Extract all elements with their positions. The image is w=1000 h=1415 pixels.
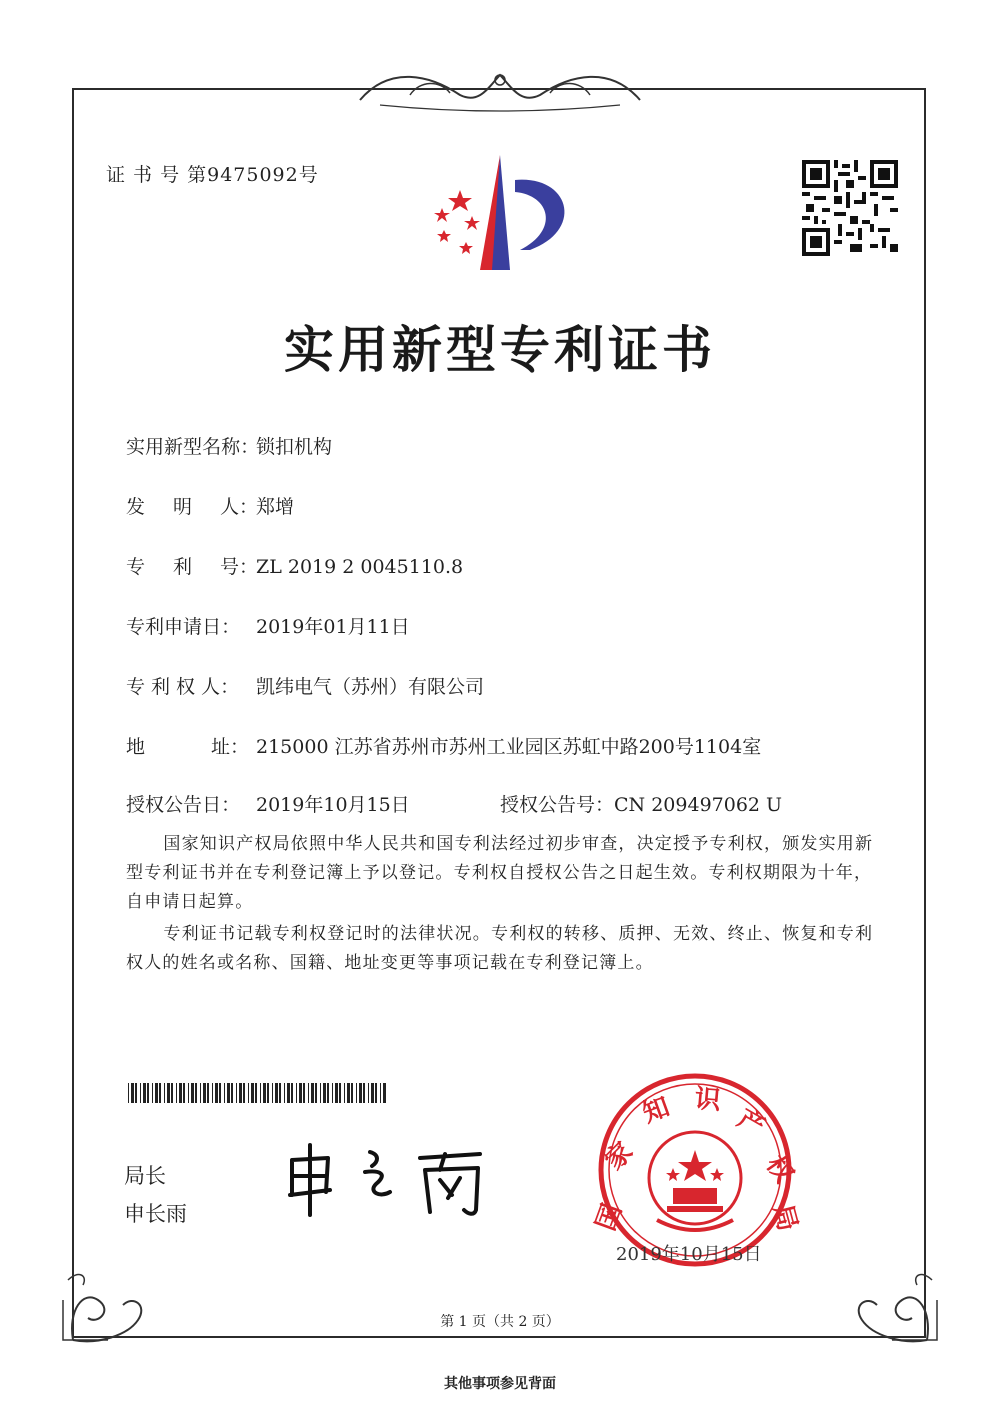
seal-char-5: 产 xyxy=(732,1103,770,1143)
patent-office-logo xyxy=(420,150,590,280)
seal-char-6: 权 xyxy=(759,1150,800,1189)
field-label: 授权公告号： xyxy=(500,794,615,816)
field-patentee xyxy=(126,672,484,699)
address: 215000 江苏省苏州市苏州工业园区苏虹中路200号1104室 xyxy=(256,736,762,758)
field-label: 实用新型名称： xyxy=(126,436,260,458)
director-signature xyxy=(280,1140,510,1220)
field-announcement-date xyxy=(126,790,410,817)
patentee-name: 凯纬电气（苏州）有限公司 xyxy=(256,676,485,698)
utility-model-name: 锁扣机构 xyxy=(256,436,333,458)
field-label: 发 明 人： xyxy=(126,496,259,518)
seal-char-4: 识 xyxy=(693,1083,722,1117)
page-indicator: 第 1 页（共 2 页） xyxy=(440,1314,560,1330)
field-address xyxy=(126,732,761,759)
field-patent-number xyxy=(126,552,463,579)
seal-date: 2019年10月15日 xyxy=(616,1244,762,1265)
certificate-title: 实用新型专利证书 xyxy=(284,320,716,379)
top-ornament xyxy=(350,55,650,115)
bottom-right-ornament xyxy=(822,1240,942,1350)
field-announcement-number xyxy=(500,790,782,817)
seal-char-3: 知 xyxy=(638,1091,674,1130)
certificate-number: 证 书 号 第9475092号 xyxy=(106,164,319,186)
announcement-date: 2019年10月15日 xyxy=(256,794,410,816)
field-label: 专 利 权 人： xyxy=(126,676,240,698)
field-utility-model-name xyxy=(126,432,332,459)
announcement-number: CN 209497062 U xyxy=(614,794,783,816)
field-label: 专 利 号： xyxy=(126,556,259,578)
field-filing-date xyxy=(126,612,410,639)
seal-char-2: 家 xyxy=(599,1136,640,1177)
director-title: 局长 xyxy=(124,1164,166,1188)
director-name: 申长雨 xyxy=(124,1202,187,1226)
seal-char-1: 国 xyxy=(590,1199,629,1235)
qr-code xyxy=(802,160,898,256)
filing-date: 2019年01月11日 xyxy=(256,616,410,638)
footer-note: 其他事项参见背面 xyxy=(444,1376,556,1392)
field-label: 专利申请日： xyxy=(126,616,241,638)
inventor-name: 郑增 xyxy=(256,496,295,518)
seal-char-7: 局 xyxy=(766,1201,803,1235)
legal-status-paragraph: 专利证书记载专利权登记时的法律状况。专利权的转移、质押、无效、终止、恢复和专利权人的姓名或名称、国籍、地址变更等事项记载在专利登记簿上。 xyxy=(126,924,874,973)
patent-number: ZL 2019 2 0045110.8 xyxy=(256,556,464,578)
field-label: 地 址： xyxy=(126,736,250,758)
field-inventor xyxy=(126,492,294,519)
field-label: 授权公告日： xyxy=(126,794,241,816)
bottom-left-ornament xyxy=(58,1240,178,1350)
grant-paragraph: 国家知识产权局依照中华人民共和国专利法经过初步审查，决定授予专利权，颁发实用新型专利证书并在专利登记簿上予以登记。专利权自授权公告之日起生效。专利权期限为十年，自申请日起算。 xyxy=(126,834,874,912)
barcode xyxy=(128,1083,384,1103)
